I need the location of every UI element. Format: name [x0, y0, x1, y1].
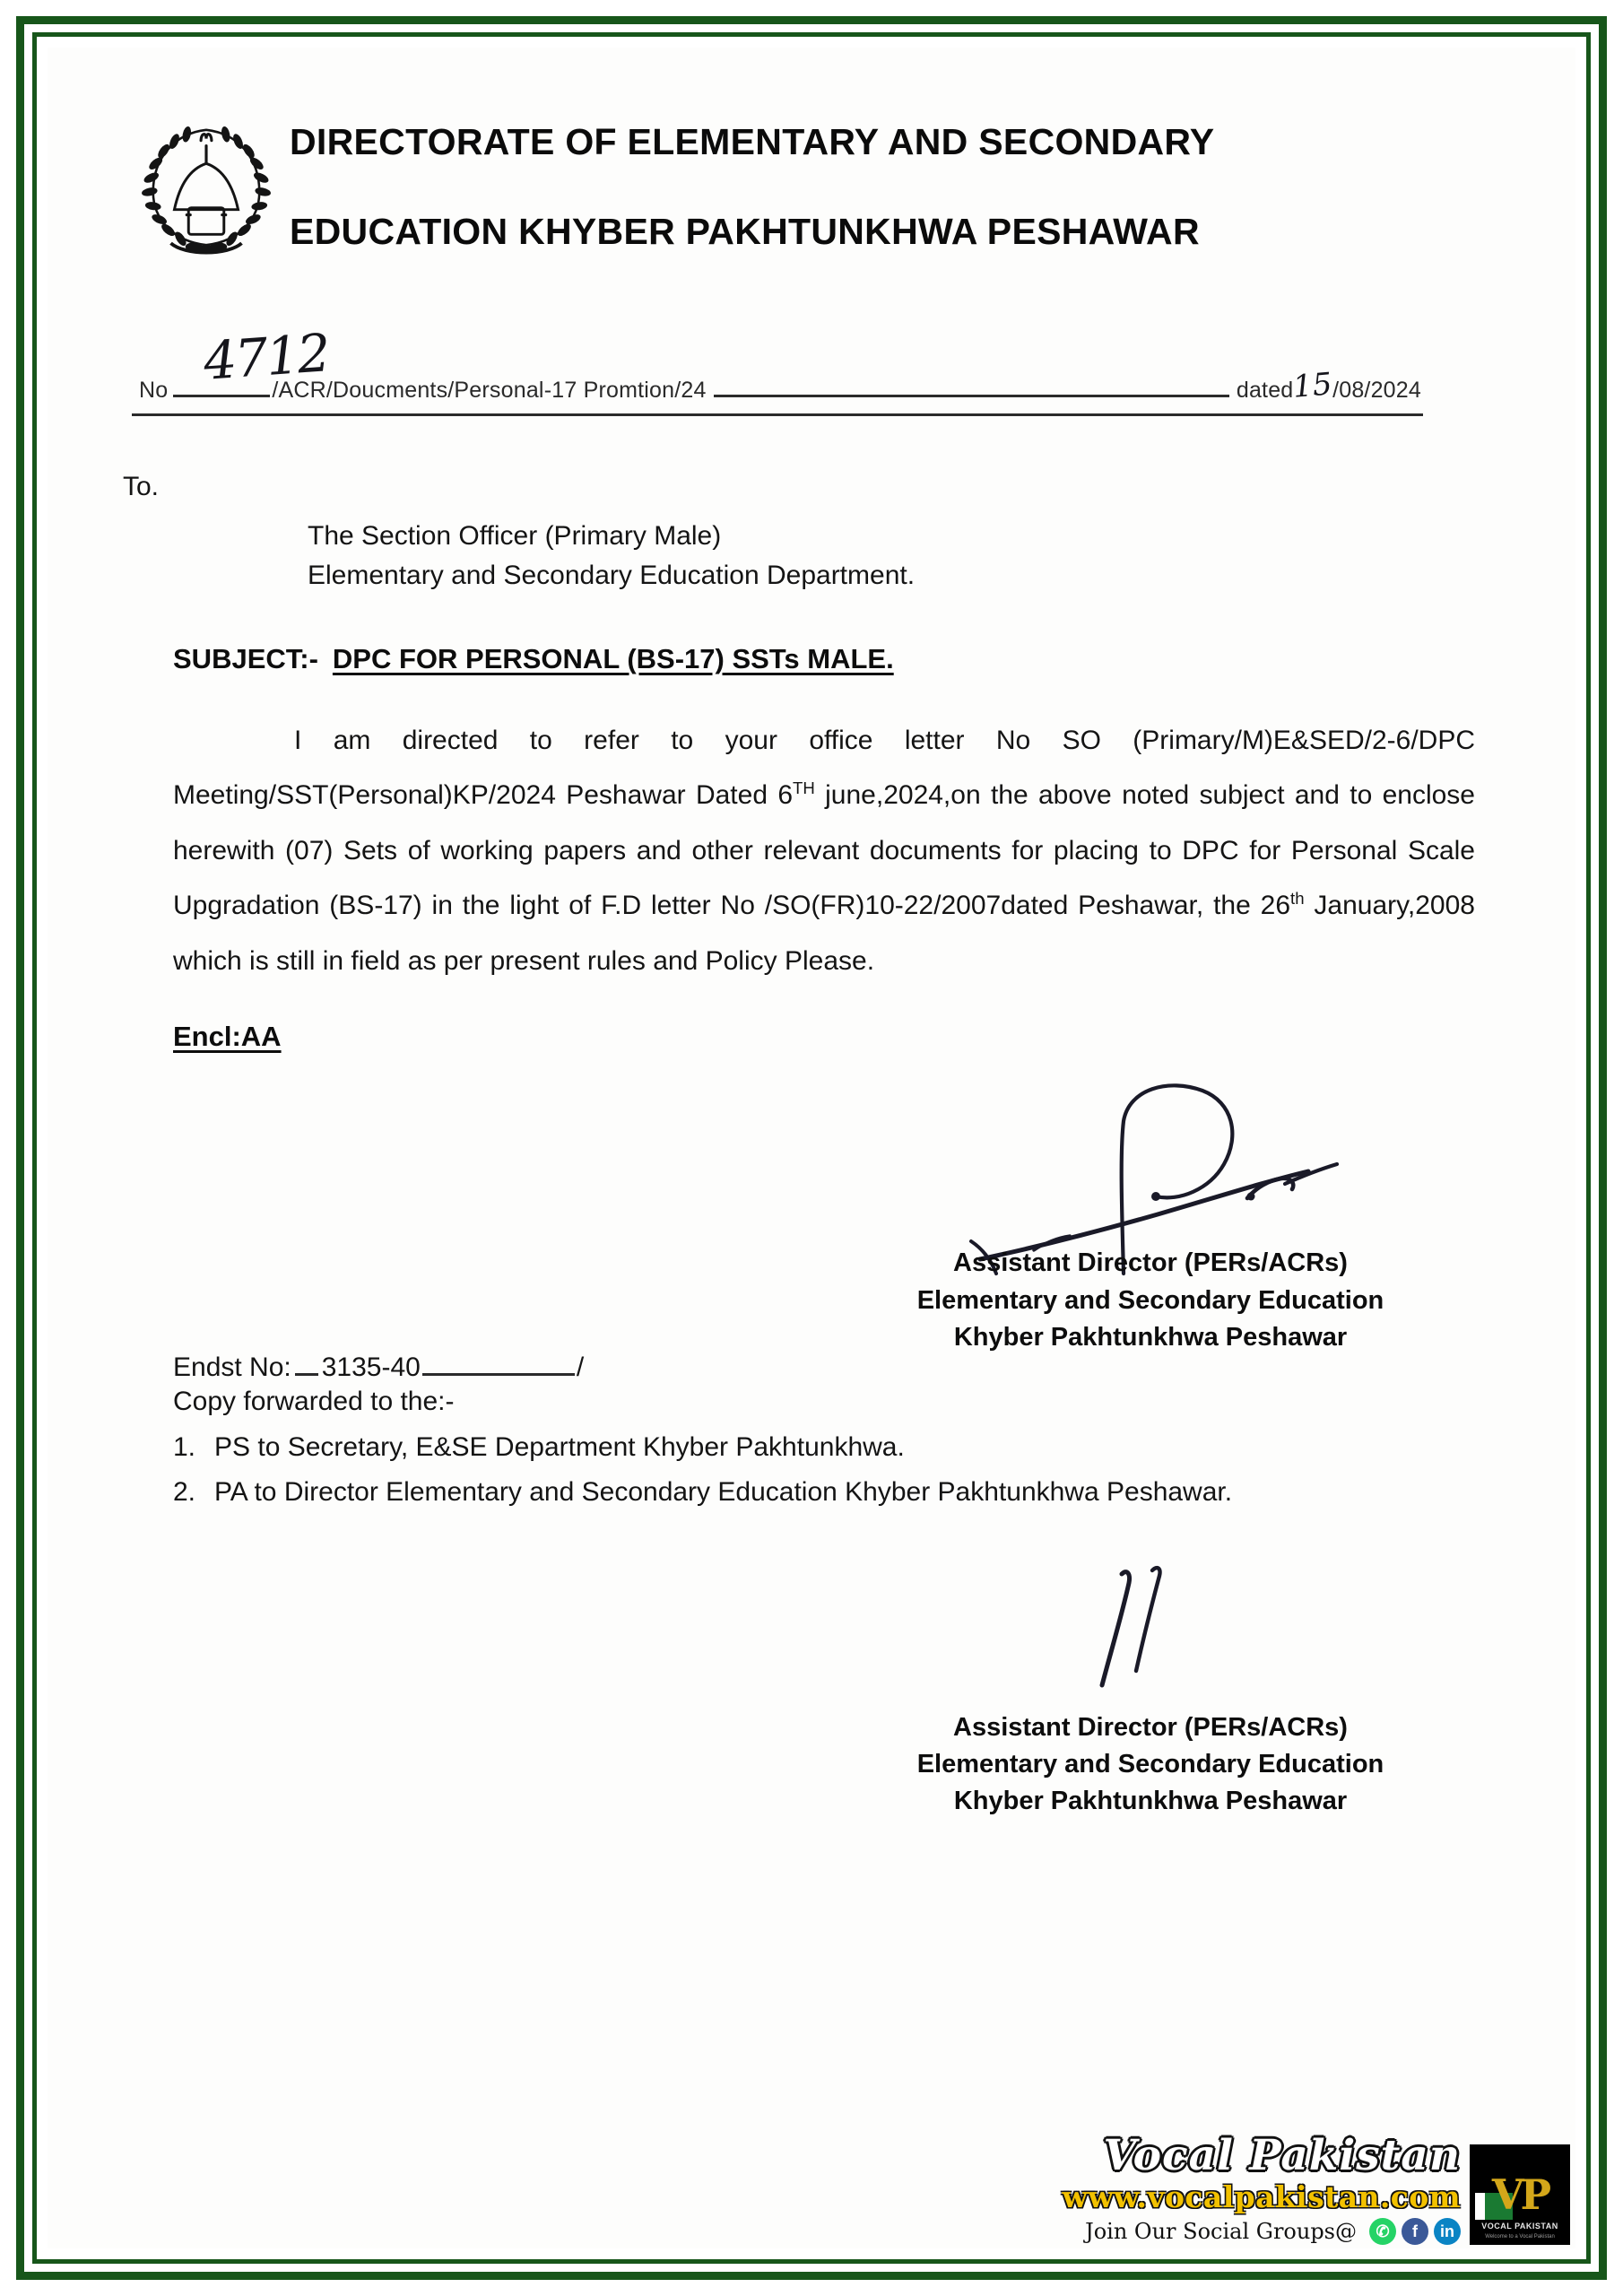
endorsement-blank-small: [295, 1372, 318, 1376]
endorsement-number: 3135-40: [321, 1352, 421, 1383]
signature-designation-2: Assistant Director (PERs/ACRs): [953, 1713, 1348, 1743]
subject-label: SUBJECT:-: [173, 642, 318, 674]
handwritten-initials-icon: [1088, 1552, 1249, 1705]
to-label: To.: [123, 472, 160, 502]
logo-caption: VOCAL PAKISTAN: [1481, 2222, 1558, 2231]
subject-row: [173, 643, 1575, 675]
signature-designation-1: Assistant Director (PERs/ACRs): [953, 1248, 1348, 1278]
linkedin-icon[interactable]: in: [1434, 2218, 1461, 2245]
endorsement-slash: /: [576, 1352, 585, 1383]
letterhead: [48, 48, 1575, 299]
watermark-social-row: [1062, 2218, 1461, 2245]
reference-date-rest: /08/2024: [1332, 378, 1421, 404]
scanned-letter-sheet: [48, 48, 1575, 2248]
copy-forwarded-list: [173, 1426, 1475, 1513]
subject-text: DPC FOR PERSONAL (BS-17) SSTs MALE.: [332, 642, 894, 674]
handwritten-date-day: 15: [1291, 366, 1334, 405]
signature-department-1: Elementary and Secondary Education: [916, 1285, 1384, 1315]
reference-blank-fill: [173, 394, 270, 397]
signature-location-1: Khyber Pakhtunkhwa Peshawar: [953, 1322, 1348, 1352]
body-part-2: june,2024,on the above noted subject and to enclose herewith (07) Sets of working papers and other relevant documents for placing to DPC for Personal Scale Upgradation (BS-17) in the light of F.D letter No /SO(FR)10-22/2007dated Peshawar, the 26: [173, 780, 1475, 921]
letter-body-paragraph: [173, 713, 1475, 989]
addressee-block: [308, 517, 1575, 596]
logo-monogram: VP: [1491, 2170, 1549, 2219]
handwritten-reference-number: 4712: [201, 322, 331, 392]
signature-department-2: Elementary and Secondary Education: [916, 1750, 1384, 1779]
reference-underline-rule: [132, 413, 1423, 416]
signature-location-2: Khyber Pakhtunkhwa Peshawar: [953, 1787, 1348, 1816]
endorsement-label: Endst No:: [173, 1352, 291, 1383]
list-item-text: PS to Secretary, E&SE Department Khyber Pakhtunkhwa.: [214, 1432, 905, 1463]
signature-block-primary: [819, 1245, 1482, 1356]
logo-subcaption: Welcome to a Vocal Pakistan: [1485, 2234, 1555, 2239]
signature-block-endorsement: [819, 1709, 1482, 1821]
addressee-line-1: The Section Officer (Primary Male): [308, 521, 722, 552]
body-superscript-2: th: [1290, 889, 1305, 909]
vocal-pakistan-watermark: [1062, 2131, 1570, 2245]
list-item-number: 1.: [173, 1432, 196, 1463]
reference-no-label: No: [139, 378, 169, 404]
body-superscript-1: TH: [793, 778, 815, 798]
watermark-social-label: Join Our Social Groups@: [1085, 2219, 1357, 2244]
list-item-text: PA to Director Elementary and Secondary Education Khyber Pakhtunkhwa Peshawar.: [214, 1476, 1233, 1507]
list-item-number: 2.: [173, 1476, 196, 1507]
whatsapp-icon[interactable]: ✆: [1369, 2218, 1396, 2245]
endorsement-number-row: [173, 1352, 1575, 1383]
addressee-line-2: Elementary and Secondary Education Department.: [308, 561, 916, 591]
watermark-brand: Vocal Pakistan: [1103, 2131, 1461, 2181]
org-title-line-2: EDUCATION KHYBER PAKHTUNKHWA PESHAWAR: [290, 211, 1200, 253]
vocal-pakistan-logo: [1470, 2144, 1570, 2245]
endorsement-blank-large: [422, 1372, 575, 1376]
reference-dated-label: dated: [1236, 378, 1294, 404]
kp-government-emblem-icon: [135, 110, 277, 263]
signature-area-endorsement: [48, 1552, 1575, 1848]
body-part-3: January,2008 which is still in field as per present rules and Policy Please.: [173, 891, 1475, 976]
body-part-1: I am directed to refer to your office letter No SO (Primary/M)E&SED/2-6/DPC Meeting/SST(Personal)KP/2024 Peshawar Dated 6: [173, 725, 1475, 811]
signature-area-primary: [48, 1057, 1575, 1352]
reference-body-text: /ACR/Doucments/Personal-17 Promtion/24: [272, 378, 707, 404]
list-item: [173, 1471, 1475, 1513]
enclosure-label: Encl:AA: [173, 1021, 282, 1053]
watermark-url[interactable]: www.vocalpakistan.com: [1062, 2179, 1461, 2214]
organization-title: [290, 74, 1214, 299]
org-title-line-1: DIRECTORATE OF ELEMENTARY AND SECONDARY: [290, 121, 1215, 163]
reference-rule-spacer: [714, 394, 1229, 397]
copy-forwarded-label: Copy forwarded to the:-: [173, 1387, 455, 1417]
facebook-icon[interactable]: f: [1402, 2218, 1428, 2245]
reference-block: [139, 322, 1421, 416]
list-item: [173, 1426, 1475, 1468]
